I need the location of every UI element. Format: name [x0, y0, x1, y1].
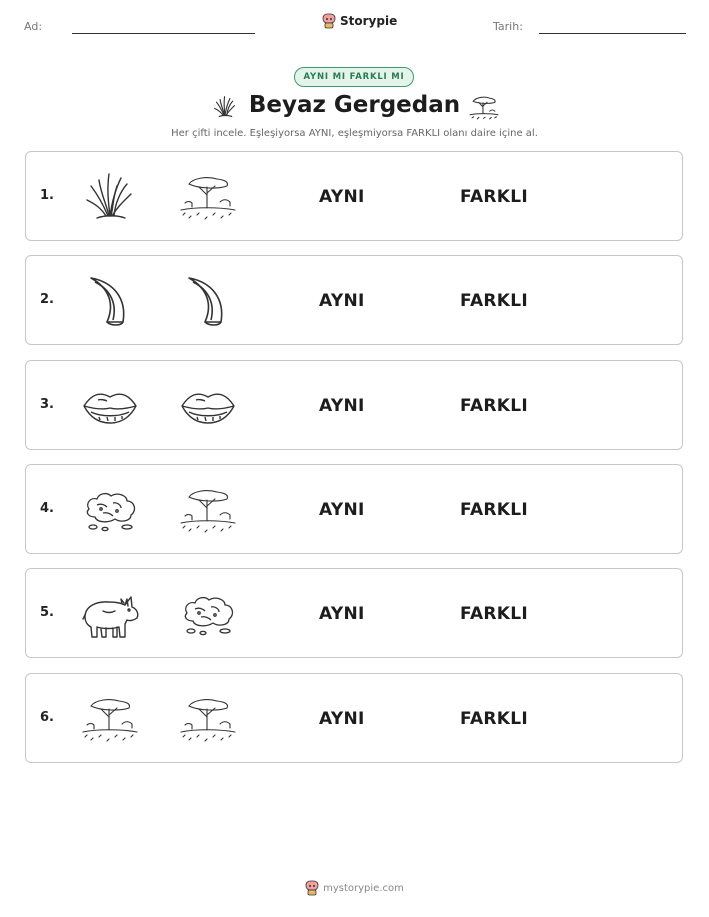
- exercise-row: [25, 151, 683, 241]
- brand-name: Storypie: [340, 14, 398, 28]
- option-same[interactable]: AYNI: [319, 604, 365, 625]
- date-label: Tarih:: [493, 20, 523, 33]
- name-line: [72, 33, 255, 34]
- name-label: Ad:: [24, 20, 43, 33]
- option-different[interactable]: FARKLI: [460, 187, 529, 207]
- row-number: 4.: [40, 500, 54, 516]
- option-same[interactable]: AYNI: [319, 708, 365, 729]
- exercise-row: [25, 673, 683, 763]
- option-same[interactable]: AYNI: [319, 291, 365, 312]
- rhino-icon: [81, 587, 139, 641]
- option-different[interactable]: FARKLI: [460, 499, 529, 520]
- exercise-row: [25, 464, 683, 554]
- option-same[interactable]: AYNI: [319, 499, 365, 520]
- row-number: 5.: [40, 605, 54, 621]
- savanna-icon: [179, 483, 237, 537]
- mud-icon: [81, 483, 139, 537]
- lips-icon: [179, 379, 237, 433]
- mud-icon: [179, 587, 237, 641]
- row-number: 3.: [40, 396, 54, 412]
- storypie-mascot-icon: [322, 13, 336, 29]
- row-number: 2.: [40, 292, 54, 308]
- footer: [0, 880, 709, 896]
- option-different[interactable]: FARKLI: [460, 291, 529, 312]
- option-different[interactable]: FARKLI: [460, 604, 529, 625]
- storypie-mascot-icon: [305, 880, 319, 896]
- savanna-icon: [81, 692, 139, 746]
- footer-url: mystorypie.com: [323, 882, 404, 894]
- date-line: [539, 33, 686, 34]
- option-same[interactable]: AYNI: [319, 395, 365, 416]
- exercise-row: [25, 255, 683, 345]
- activity-badge: AYNI MI FARKLI MI: [294, 67, 414, 87]
- horn-icon: [179, 274, 237, 328]
- brand-logo: [322, 13, 397, 29]
- exercise-row: [25, 360, 683, 450]
- option-different[interactable]: FARKLI: [460, 708, 529, 729]
- exercise-row: [25, 568, 683, 658]
- instructions: Her çifti incele. Eşleşiyorsa AYNI, eşleşmiyorsa FARKLI olanı daire içine al.: [171, 128, 538, 139]
- page-title: Beyaz Gergedan: [248, 92, 461, 118]
- savanna-icon: [179, 692, 237, 746]
- option-different[interactable]: FARKLI: [460, 395, 529, 416]
- horn-icon: [81, 274, 139, 328]
- row-number: 1.: [40, 188, 54, 203]
- savanna-tree-icon: [469, 93, 499, 121]
- option-same[interactable]: AYNI: [319, 187, 365, 207]
- savanna-icon: [179, 170, 237, 224]
- grass-icon: [81, 170, 139, 224]
- lips-icon: [81, 379, 139, 433]
- row-number: 6.: [40, 709, 54, 725]
